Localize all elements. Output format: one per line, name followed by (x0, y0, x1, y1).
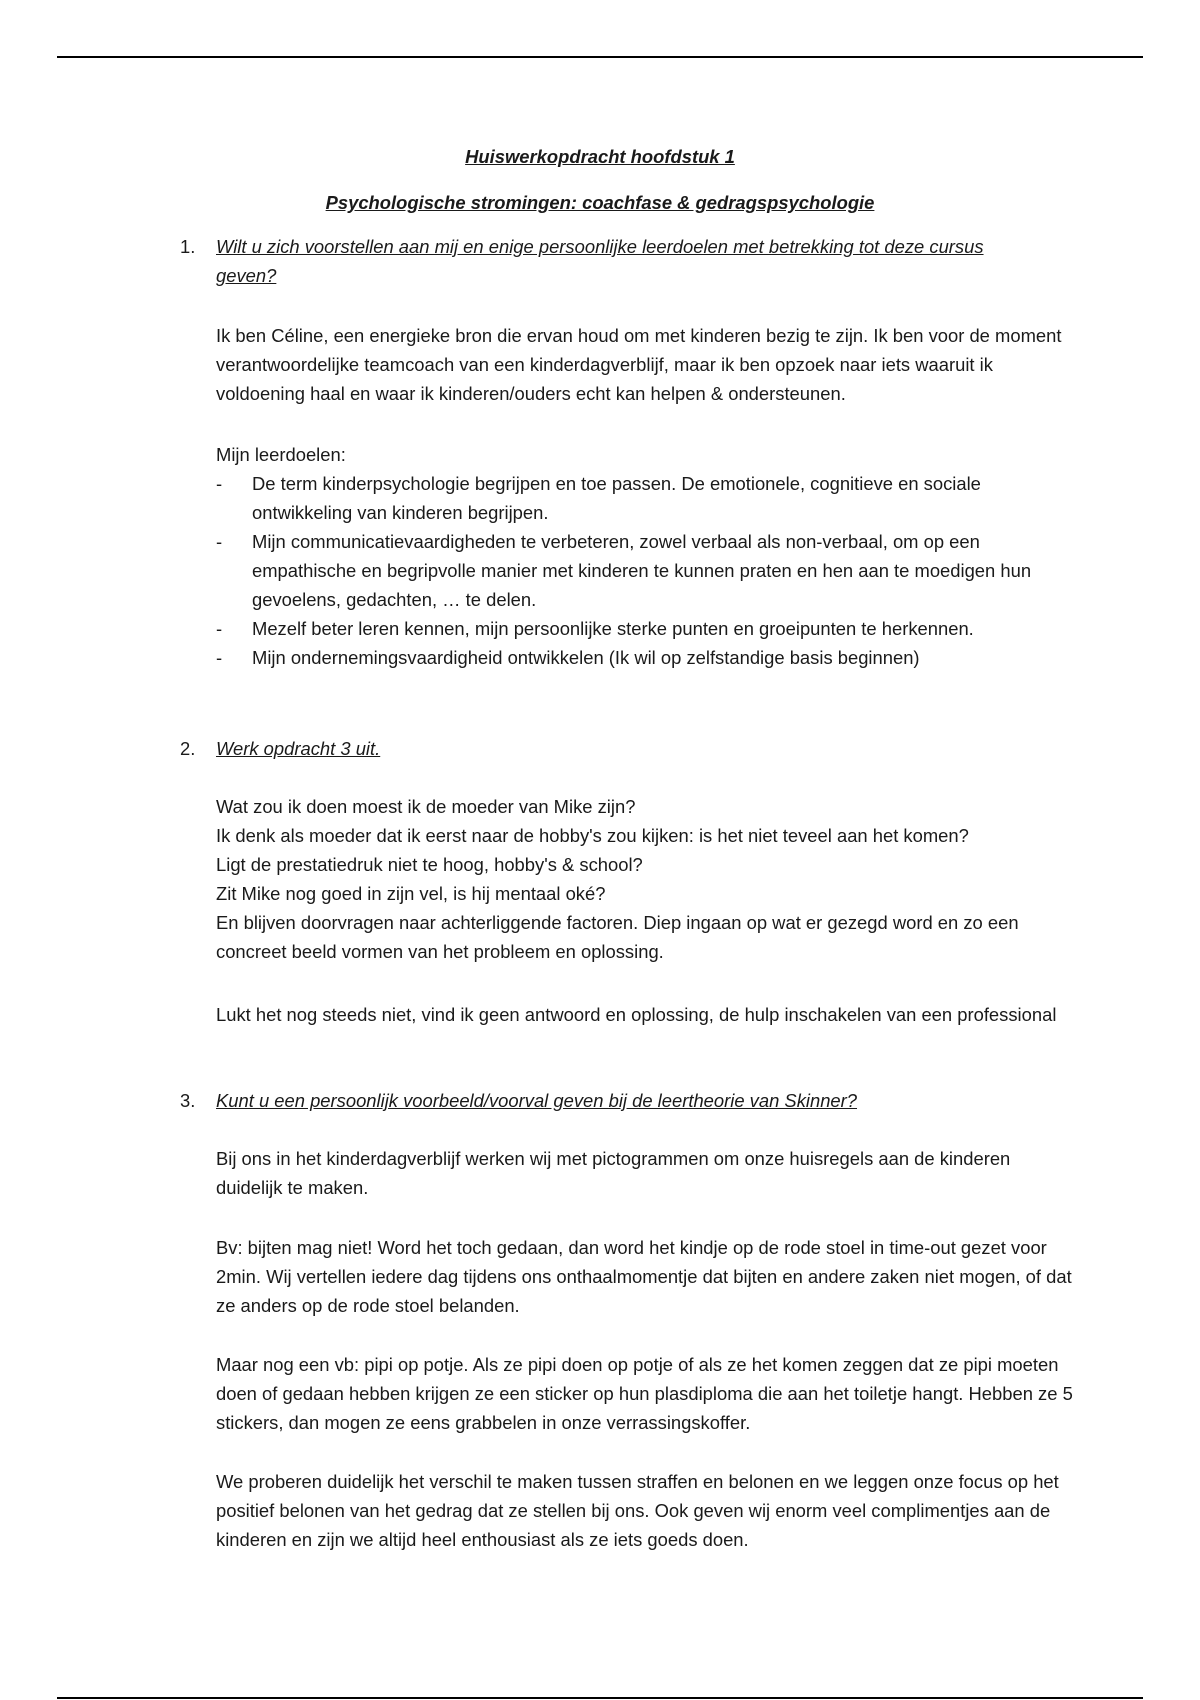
question-text: Werk opdracht 3 uit. (216, 738, 381, 759)
page-bottom-rule (57, 1697, 1143, 1699)
paragraph: Ik ben Céline, een energieke bron die ervan houd om met kinderen bezig te zijn. Ik ben voor de moment verantwoordelijke teamcoach van een kinderdagverblijf, maar ik ben opzoek naar iets waaruit ik voldoening haal en waar ik kinderen/ouders echt kan helpen & ondersteunen. (216, 325, 1062, 404)
document-subtitle: Psychologische stromingen: coachfase & gedragspsychologie (325, 192, 875, 213)
question-text: Wilt u zich voorstellen aan mij en enige persoonlijke leerdoelen met betrekking tot deze cursus geven? (216, 236, 984, 286)
paragraph: Maar nog een vb: pipi op potje. Als ze pipi doen op potje of als ze het komen zeggen dat ze pipi moeten doen of gedaan hebben krijgen ze een sticker op hun plasdiploma die aan het toiletje hangt. Hebben ze 5 stickers, dan mogen ze eens grabbelen in onze verrassingskoffer. (216, 1354, 1073, 1433)
goals-list (216, 469, 1076, 672)
list-item-text: De term kinderpsychologie begrijpen en toe passen. De emotionele, cognitieve en sociale ontwikkeling van kinderen begrijpen. (252, 473, 981, 523)
paragraph: We proberen duidelijk het verschil te maken tussen straffen en belonen en we leggen onze focus op het positief belonen van het gedrag dat ze stellen bij ons. Ook geven wij enorm veel complimentjes aan de kinderen en zijn we altijd heel enthousiast als ze iets goeds doen. (216, 1471, 1059, 1550)
list-item (216, 643, 1076, 672)
answer-2-closing (216, 1000, 1076, 1029)
list-item-text: Mezelf beter leren kennen, mijn persoonlijke sterke punten en groeipunten te herkennen. (252, 618, 974, 639)
line: Zit Mike nog goed in zijn vel, is hij mentaal oké? (216, 883, 606, 904)
question-number: 1. (180, 236, 196, 257)
bullet-dash: - (216, 473, 223, 494)
question-number: 3. (180, 1090, 196, 1111)
bullet-dash: - (216, 647, 223, 668)
answer-3-paragraph-4 (216, 1467, 1076, 1554)
list-item-text: Mijn ondernemingsvaardigheid ontwikkelen (Ik wil op zelfstandige basis beginnen) (252, 647, 920, 668)
list-item (216, 527, 1076, 614)
answer-1-goals-label (216, 440, 1076, 469)
list-item (216, 614, 1076, 643)
answer-3-paragraph-3 (216, 1350, 1076, 1437)
answer-2-lines (216, 792, 1076, 966)
goals-label: Mijn leerdoelen: (216, 444, 346, 465)
answer-3-paragraph-1 (216, 1144, 1076, 1202)
answer-1-intro (216, 321, 1076, 408)
paragraph: Bij ons in het kinderdagverblijf werken wij met pictogrammen om onze huisregels aan de kinderen duidelijk te maken. (216, 1148, 1011, 1198)
paragraph: Lukt het nog steeds niet, vind ik geen antwoord en oplossing, de hulp inschakelen van een professional (216, 1004, 1057, 1025)
paragraph: Bv: bijten mag niet! Word het toch gedaan, dan word het kindje op de rode stoel in time-out gezet voor 2min. Wij vertellen iedere dag tijdens ons onthaalmomentje dat bijten en andere zaken niet mogen, of dat ze anders op de rode stoel belanden. (216, 1237, 1072, 1316)
document-title: Huiswerkopdracht hoofdstuk 1 (465, 146, 735, 167)
bullet-dash: - (216, 531, 223, 552)
question-text: Kunt u een persoonlijk voorbeeld/voorval geven bij de leertheorie van Skinner? (216, 1090, 858, 1111)
list-item (216, 469, 1076, 527)
line: Ligt de prestatiedruk niet te hoog, hobby's & school? (216, 854, 643, 875)
line: En blijven doorvragen naar achterliggende factoren. Diep ingaan op wat er gezegd word en zo een concreet beeld vormen van het probleem en oplossing. (216, 912, 1019, 962)
line: Wat zou ik doen moest ik de moeder van Mike zijn? (216, 796, 636, 817)
bullet-dash: - (216, 618, 223, 639)
line: Ik denk als moeder dat ik eerst naar de hobby's zou kijken: is het niet teveel aan het komen? (216, 825, 969, 846)
answer-3-paragraph-2 (216, 1233, 1076, 1320)
question-number: 2. (180, 738, 196, 759)
list-item-text: Mijn communicatievaardigheden te verbeteren, zowel verbaal als non-verbaal, om op een empathische en begripvolle manier met kinderen te kunnen praten en hen aan te moedigen hun gevoelens, gedachten, … te delen. (252, 531, 1032, 610)
